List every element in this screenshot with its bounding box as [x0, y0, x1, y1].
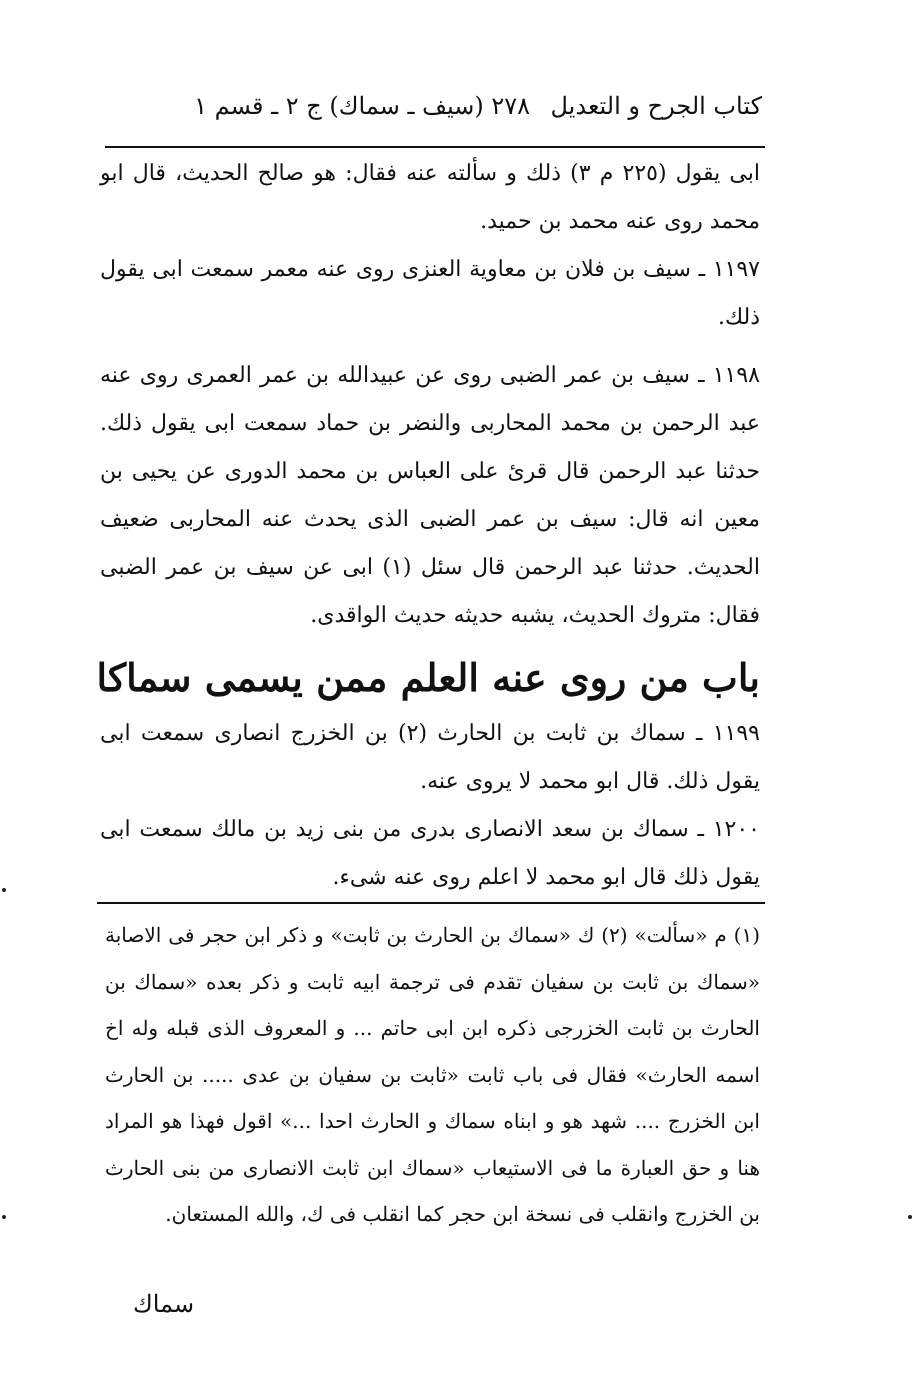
paragraph-continuation: ابى يقول (٢٢٥ م ٣) ذلك و سألته عنه فقال: هو صالح الحديث، قال ابو محمد روى عنه محمد بن حميد.: [100, 161, 761, 234]
entry-1199: ١١٩٩ ـ سماك بن ثابت بن الحارث (٢) بن الخزرج انصارى سمعت ابى يقول ذلك. قال ابو محمد لا يروى عنه.: [100, 721, 760, 794]
edge-speck: [908, 1215, 912, 1219]
main-text: [96, 150, 761, 902]
entry-1200: ١٢٠٠ ـ سماك بن سعد الانصارى بدرى من بنى زيد بن مالك سمعت ابى يقول ذلك قال ابو محمد لا اعلم روى عنه شىء.: [100, 817, 760, 890]
entry-1197: ١١٩٧ ـ سيف بن فلان بن معاوية العنزى روى عنه معمر سمعت ابى يقول ذلك.: [100, 257, 760, 330]
chapter-heading: باب من روى عنه العلم ممن يسمى سماكا: [96, 655, 760, 700]
page-section-info: ٢٧٨ (سيف ـ سماك) ج ٢ ـ قسم ١: [194, 92, 530, 120]
book-title: كتاب الجرح و التعديل: [550, 92, 762, 120]
catchword: سماك: [133, 1290, 195, 1318]
header-rule: [105, 146, 765, 148]
edge-speck: [2, 888, 6, 892]
entry-1198: ١١٩٨ ـ سيف بن عمر الضبى روى عن عبيدالله بن عمر العمرى روى عنه عبد الرحمن بن محمد المحاربى والنضر بن حماد سمعت ابى يقول ذلك. حدثنا عبد الرحمن قال قرئ على العباس بن محمد الدورى عن يحيى بن معين انه قال: سيف بن عمر الضبى الذى يحدث عنه المحاربى ضعيف الحديث. حدثنا عبد الرحمن قال سئل (١) ابى عن سيف بن عمر الضبى فقال: متروك الحديث، يشبه حديثه حديث الواقدى.: [100, 363, 760, 628]
edge-speck: [2, 1215, 6, 1219]
footnote-text: (١) م «سألت» (٢) ك «سماك بن الحارث بن ثابت» و ذكر ابن حجر فى الاصابة «سماك بن ثابت بن سفيان تقدم فى ترجمة ابيه ثابت و ذكر بعده «سماك بن الحارث بن ثابت الخزرجى ذكره ابن ابى حاتم ... و المعروف الذى قبله وله اخ اسمه الحارث» فقال فى باب ثابت «ثابت بن سفيان بن عدى ..... بن الحارث ابن الخزرج .... شهد هو و ابناه سماك و الحارث احدا ...» اقول فهذا هو المراد هنا و حق العبارة ما فى الاستيعاب «سماك ابن ثابت الانصارى من بنى الحارث بن الخزرج وانقلب فى نسخة ابن حجر كما انقلب فى ك، والله المستعان.: [105, 923, 760, 1226]
footnote-rule: [97, 902, 765, 904]
running-header: [112, 92, 762, 132]
footnotes: [105, 912, 760, 1238]
